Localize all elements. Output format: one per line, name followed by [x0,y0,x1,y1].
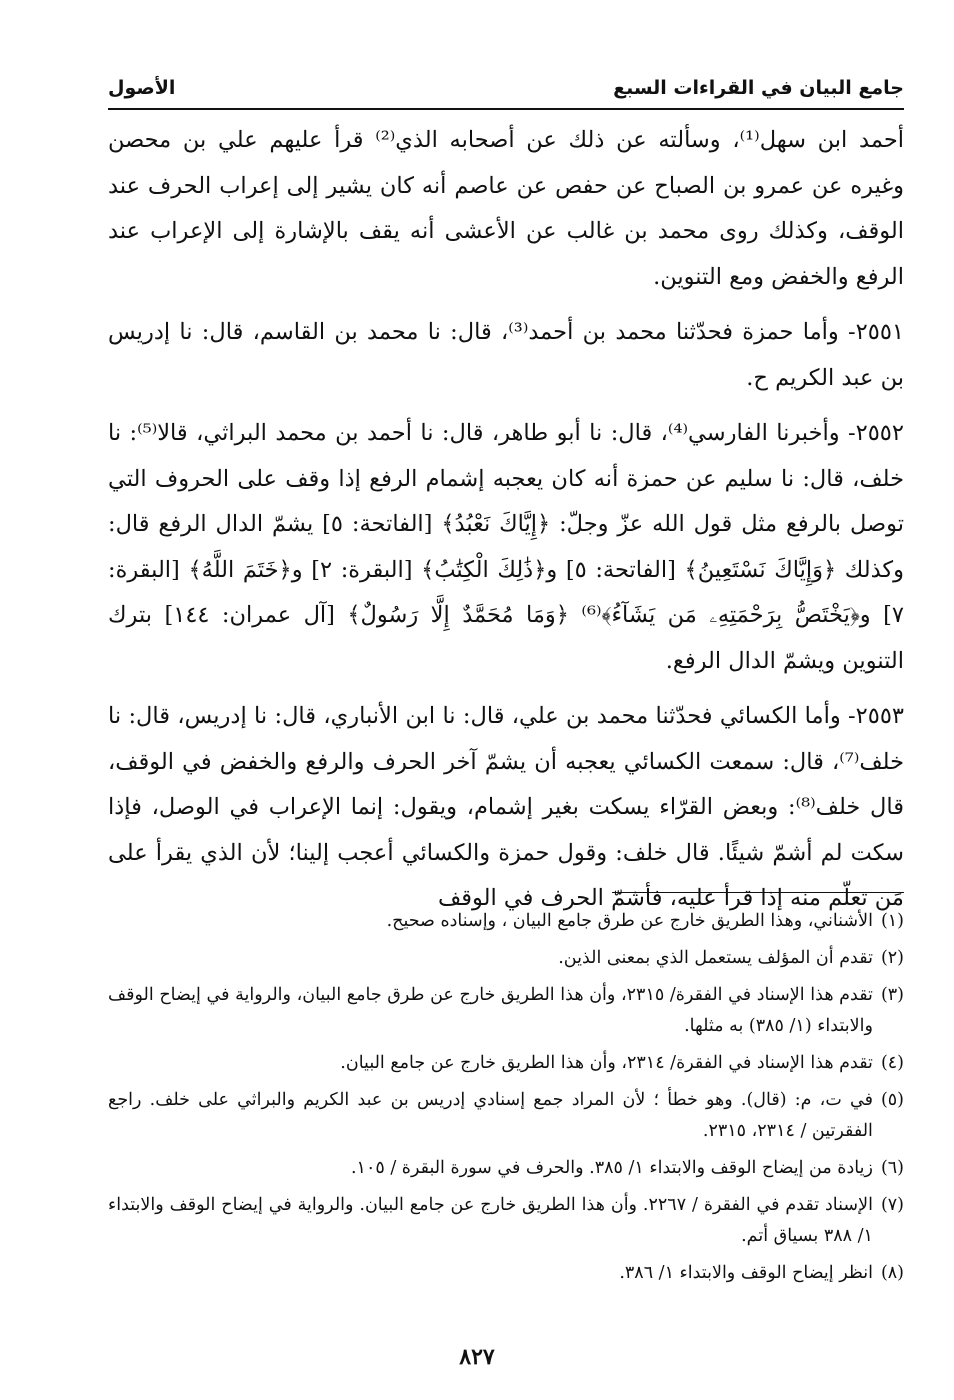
paragraph: أحمد ابن سهل⁽¹⁾، وسألته عن ذلك عن أصحابه الذي⁽²⁾ قرأ عليهم علي بن محصن وغيره عن عمرو بن الصباح عن حفص عن عاصم أنه كان يشير إلى إعراب الحرف عند الوقف، وكذلك روى محمد بن غالب عن الأعشى أنه يقف بالإشارة إلى الإعراب عند الرفع والخفض ومع التنوين. [108,127,904,290]
footnote [108,980,904,1042]
footnote-text: الأشناني، وهذا الطريق خارج عن طرق جامع البيان ، وإسناده صحيح. [386,911,873,931]
footnote-text: تقدم أن المؤلف يستعمل الذي بمعنى الذين. [558,948,873,968]
running-header [108,66,904,110]
section-title: الأصول [108,77,176,99]
footnote-number: (٣) [880,985,904,1005]
footnote-text: زيادة من إيضاح الوقف والابتداء ١/ ٣٨٥. والحرف في سورة البقرة / ١٠٥. [350,1158,873,1178]
footnote-number: (٤) [880,1053,904,1073]
footnote-number: (٨) [880,1263,904,1283]
footnote [108,1085,904,1147]
header-rule [108,108,904,110]
footnote [108,1190,904,1252]
book-title: جامع البيان في القراءات السبع [613,77,904,99]
footnote-text: انظر إيضاح الوقف والابتداء ١/ ٣٨٦. [619,1263,873,1283]
paragraph: ٢٥٥٢- وأخبرنا الفارسي⁽⁴⁾، قال: نا أبو طاهر، قال: نا أحمد بن محمد البراثي، قالا⁽⁵⁾: نا خلف، قال: نا سليم عن حمزة أنه كان يعجبه إشمام الرفع إذا وقف على الحروف التي توصل بالرفع مثل قول الله عزّ وجلّ: ﴿إِيَّاكَ نَعْبُدُ﴾ [الفاتحة: ٥] يشمّ الدال الرفع قال: وكذلك ﴿وَإِيَّاكَ نَسْتَعِينُ﴾ [الفاتحة: ٥] و﴿ذَٰلِكَ الْكِتَٰبُ﴾ [البقرة: ٢] و﴿خَتَمَ اللَّهُ﴾ [البقرة: ٧] و﴿يَخْتَصُّ بِرَحْمَتِهِۦ مَن يَشَآءُ﴾⁽⁶⁾ ﴿وَمَا مُحَمَّدٌ إِلَّا رَسُولٌ﴾ [آل عمران: ١٤٤] بترك التنوين ويشمّ الدال الرفع. [108,420,904,674]
footnote-text: تقدم هذا الإسناد في الفقرة/ ٢٣١٥، وأن هذا الطريق خارج عن طرق جامع البيان، والرواية في إيضاح الوقف والابتداء (١/ ٣٨٥) به مثلها. [108,985,873,1036]
footnote [108,943,904,974]
paragraph: ٢٥٥١- وأما حمزة فحدّثنا محمد بن أحمد⁽³⁾، قال: نا محمد بن القاسم، قال: نا إدريس بن عبد الكريم ح. [108,319,904,391]
main-text [108,118,904,932]
paragraph: ٢٥٥٣- وأما الكسائي فحدّثنا محمد بن علي، قال: نا ابن الأنباري، قال: نا إدريس، قال: نا خلف⁽⁷⁾، قال: سمعت الكسائي يعجبه أن يشمّ آخر الحرف والرفع والخفض في الوقف، قال خلف⁽⁸⁾: وبعض القرّاء يسكت بغير إشمام، ويقول: إنما الإعراب في الوصل، فإذا سكت لم أشمّ شيئًا. قال خلف: وقول حمزة والكسائي أعجب إلينا؛ لأن الذي يقرأ على مَن تعلّم منه إذا قرأ عليه، فأشمّ الحرف في الوقف [108,703,904,911]
footnote-number: (٦) [880,1158,904,1178]
footnote [108,1258,904,1289]
footnote-separator [612,892,904,893]
footnote-number: (٥) [880,1090,904,1110]
footnote [108,906,904,937]
footnote [108,1048,904,1079]
footnote [108,1153,904,1184]
footnote-number: (٧) [880,1195,904,1215]
footnotes [108,906,904,1295]
footnote-number: (٢) [880,948,904,968]
footnote-text: في ت، م: (قال). وهو خطأ ؛ لأن المراد جمع إسنادي إدريس بن عبد الكريم والبراثي على خلف. راجع الفقرتين / ٢٣١٤، ٢٣١٥. [108,1090,873,1141]
footnote-text: تقدم هذا الإسناد في الفقرة/ ٢٣١٤، وأن هذا الطريق خارج عن جامع البيان. [340,1053,873,1073]
footnote-number: (١) [880,911,904,931]
footnote-text: الإسناد تقدم في الفقرة / ٢٢٦٧. وأن هذا الطريق خارج عن جامع البيان. والرواية في إيضاح الوقف والابتداء ١/ ٣٨٨ بسياق أتم. [108,1195,873,1246]
page-number: ٨٢٧ [459,1344,495,1370]
